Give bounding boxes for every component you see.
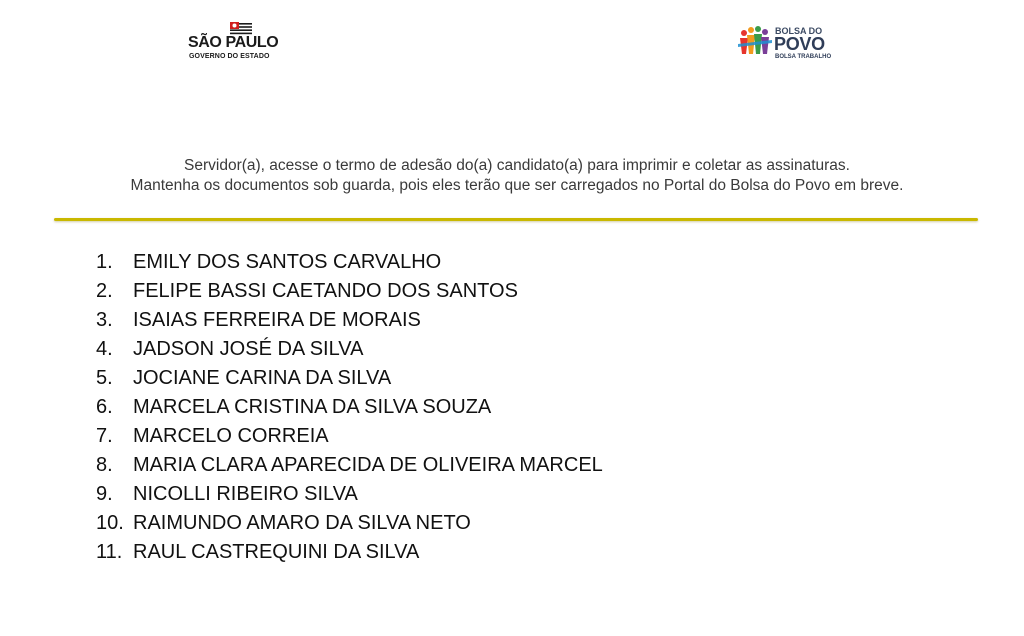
candidate-number: 9. bbox=[96, 483, 113, 505]
candidate-name: NICOLLI RIBEIRO SILVA bbox=[133, 483, 358, 505]
candidate-list-item bbox=[96, 364, 603, 393]
candidate-name: MARCELA CRISTINA DA SILVA SOUZA bbox=[133, 396, 492, 418]
candidate-list-item bbox=[96, 335, 603, 364]
bolsa-do-povo-logo-top: BOLSA DO bbox=[775, 26, 823, 36]
candidate-number: 8. bbox=[96, 454, 113, 476]
candidate-list-item bbox=[96, 306, 603, 335]
candidate-name: EMILY DOS SANTOS CARVALHO bbox=[133, 251, 442, 273]
candidate-list-item bbox=[96, 480, 603, 509]
sao-paulo-logo-name: SÃO PAULO bbox=[188, 34, 279, 51]
candidate-list-item bbox=[96, 393, 603, 422]
instruction-notice bbox=[40, 156, 994, 196]
candidate-number: 3. bbox=[96, 309, 113, 331]
instruction-line-1: Servidor(a), acesse o termo de adesão do(a) candidato(a) para imprimir e coletar as assinaturas. bbox=[184, 157, 850, 174]
bolsa-do-povo-logo-main: POVO bbox=[774, 34, 825, 54]
candidate-list-item bbox=[96, 538, 603, 567]
candidate-list bbox=[96, 248, 603, 567]
sao-paulo-government-logo bbox=[188, 22, 292, 62]
candidate-list-item bbox=[96, 422, 603, 451]
section-divider bbox=[54, 218, 978, 221]
candidate-name: RAUL CASTREQUINI DA SILVA bbox=[133, 541, 420, 563]
candidate-name: RAIMUNDO AMARO DA SILVA NETO bbox=[133, 512, 471, 534]
candidate-name: JADSON JOSÉ DA SILVA bbox=[133, 338, 364, 360]
candidate-number: 1. bbox=[96, 251, 113, 273]
candidate-name: ISAIAS FERREIRA DE MORAIS bbox=[133, 309, 421, 331]
candidate-name: MARIA CLARA APARECIDA DE OLIVEIRA MARCEL bbox=[133, 454, 603, 476]
candidate-list-item bbox=[96, 248, 603, 277]
candidate-number: 2. bbox=[96, 280, 113, 302]
bolsa-do-povo-logo-subtitle: BOLSA TRABALHO bbox=[775, 54, 832, 60]
candidate-number: 4. bbox=[96, 338, 113, 360]
candidate-name: FELIPE BASSI CAETANDO DOS SANTOS bbox=[133, 280, 518, 302]
candidate-name: JOCIANE CARINA DA SILVA bbox=[133, 367, 392, 389]
bolsa-do-povo-logo bbox=[738, 22, 848, 64]
candidate-number: 10. bbox=[96, 512, 124, 534]
bolsa-do-povo-people-icon bbox=[738, 24, 772, 58]
candidate-list-item bbox=[96, 277, 603, 306]
instruction-line-2: Mantenha os documentos sob guarda, pois eles terão que ser carregados no Portal do Bolsa do Povo em breve. bbox=[130, 177, 904, 194]
candidate-list-item bbox=[96, 509, 603, 538]
candidate-number: 5. bbox=[96, 367, 113, 389]
candidate-number: 6. bbox=[96, 396, 113, 418]
candidate-list-item bbox=[96, 451, 603, 480]
candidate-number: 7. bbox=[96, 425, 113, 447]
candidate-number: 11. bbox=[96, 541, 123, 563]
sao-paulo-logo-subtitle: GOVERNO DO ESTADO bbox=[189, 53, 270, 60]
candidate-name: MARCELO CORREIA bbox=[133, 425, 329, 447]
